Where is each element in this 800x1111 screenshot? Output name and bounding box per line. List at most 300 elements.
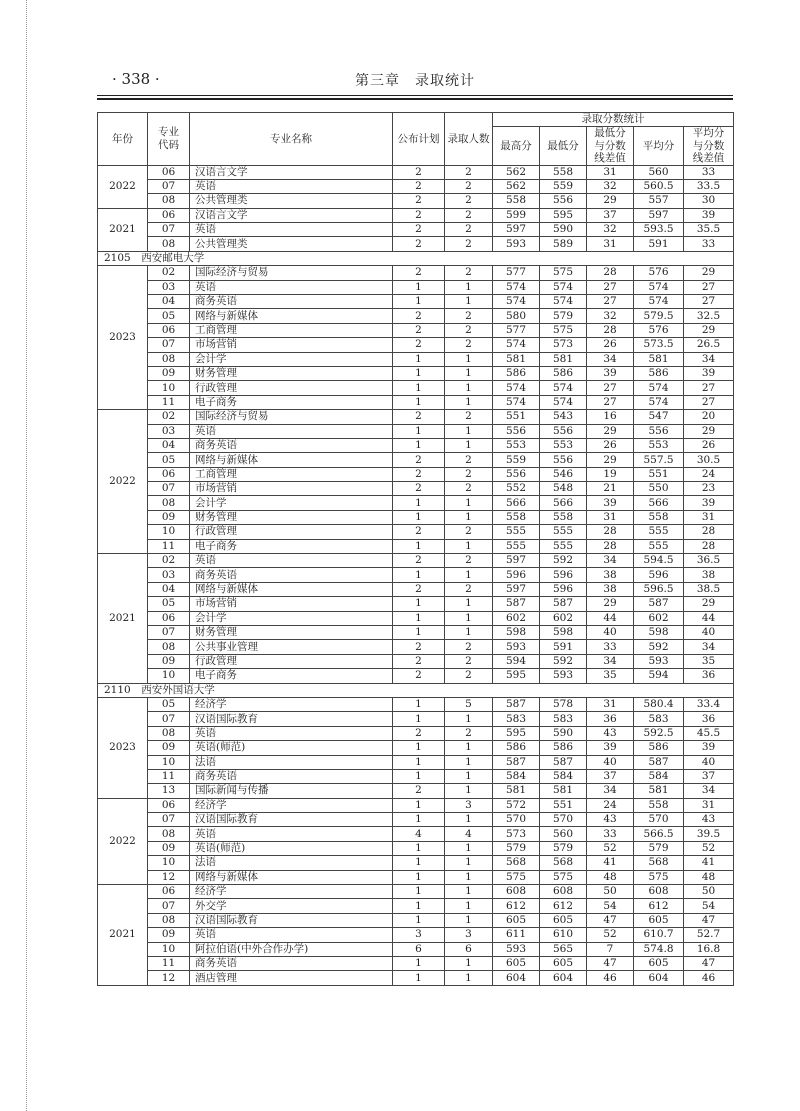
- major-code-cell: 03: [148, 424, 190, 438]
- min-diff-cell: 40: [587, 626, 634, 640]
- admitted-cell: 2: [445, 482, 493, 496]
- major-code-cell: 06: [148, 208, 190, 222]
- plan-cell: 1: [393, 956, 445, 970]
- table-row: [98, 568, 734, 582]
- year-cell: 2021: [98, 208, 148, 251]
- table-row: [98, 280, 734, 294]
- admitted-cell: 2: [445, 194, 493, 208]
- min-cell: 591: [540, 640, 587, 654]
- avg-cell: 581: [634, 352, 684, 366]
- avg-cell: 587: [634, 597, 684, 611]
- max-cell: 611: [493, 928, 540, 942]
- year-cell: 2023: [98, 697, 148, 798]
- min-diff-cell: 46: [587, 971, 634, 985]
- min-cell: 574: [540, 381, 587, 395]
- admitted-cell: 1: [445, 280, 493, 294]
- avg-cell: 587: [634, 755, 684, 769]
- plan-cell: 2: [393, 179, 445, 193]
- plan-cell: 3: [393, 928, 445, 942]
- plan-cell: 1: [393, 913, 445, 927]
- admitted-cell: 1: [445, 626, 493, 640]
- admitted-cell: 2: [445, 165, 493, 179]
- avg-diff-cell: 43: [684, 813, 734, 827]
- min-cell: 595: [540, 208, 587, 222]
- major-name-cell: 行政管理: [190, 381, 393, 395]
- major-name-cell: 财务管理: [190, 510, 393, 524]
- min-cell: 598: [540, 626, 587, 640]
- major-code-cell: 09: [148, 741, 190, 755]
- min-diff-cell: 31: [587, 165, 634, 179]
- major-code-cell: 07: [148, 899, 190, 913]
- table-row: [98, 841, 734, 855]
- avg-cell: 583: [634, 712, 684, 726]
- avg-diff-cell: 30: [684, 194, 734, 208]
- admitted-cell: 1: [445, 956, 493, 970]
- avg-diff-cell: 52.7: [684, 928, 734, 942]
- max-cell: 555: [493, 539, 540, 553]
- major-code-cell: 10: [148, 525, 190, 539]
- avg-diff-cell: 27: [684, 280, 734, 294]
- avg-diff-cell: 47: [684, 913, 734, 927]
- avg-cell: 574: [634, 381, 684, 395]
- table-row: [98, 179, 734, 193]
- min-cell: 592: [540, 554, 587, 568]
- major-name-cell: 行政管理: [190, 654, 393, 668]
- min-cell: 605: [540, 913, 587, 927]
- table-row: [98, 208, 734, 222]
- major-name-cell: 英语: [190, 928, 393, 942]
- plan-cell: 4: [393, 827, 445, 841]
- max-cell: 597: [493, 223, 540, 237]
- max-cell: 599: [493, 208, 540, 222]
- min-cell: 556: [540, 453, 587, 467]
- major-name-cell: 电子商务: [190, 669, 393, 683]
- min-cell: 602: [540, 611, 587, 625]
- table-row: [98, 726, 734, 740]
- admitted-cell: 1: [445, 885, 493, 899]
- avg-diff-cell: 36: [684, 712, 734, 726]
- major-code-cell: 04: [148, 438, 190, 452]
- admitted-cell: 1: [445, 424, 493, 438]
- table-row: [98, 856, 734, 870]
- col-header-plan: 公布计划: [393, 113, 445, 166]
- major-code-cell: 11: [148, 539, 190, 553]
- min-cell: 559: [540, 179, 587, 193]
- major-code-cell: 12: [148, 971, 190, 985]
- min-cell: 593: [540, 669, 587, 683]
- table-row: [98, 496, 734, 510]
- admitted-cell: 2: [445, 266, 493, 280]
- max-cell: 587: [493, 597, 540, 611]
- plan-cell: 2: [393, 338, 445, 352]
- major-code-cell: 09: [148, 654, 190, 668]
- admitted-cell: 1: [445, 366, 493, 380]
- major-code-cell: 06: [148, 467, 190, 481]
- plan-cell: 1: [393, 798, 445, 812]
- admitted-cell: 1: [445, 769, 493, 783]
- avg-diff-cell: 40: [684, 626, 734, 640]
- major-name-cell: 网络与新媒体: [190, 582, 393, 596]
- major-code-cell: 06: [148, 323, 190, 337]
- min-diff-cell: 41: [587, 856, 634, 870]
- table-row: [98, 223, 734, 237]
- min-cell: 570: [540, 813, 587, 827]
- min-diff-cell: 52: [587, 841, 634, 855]
- major-name-cell: 英语(师范): [190, 741, 393, 755]
- avg-diff-cell: 29: [684, 424, 734, 438]
- plan-cell: 1: [393, 971, 445, 985]
- major-name-cell: 英语: [190, 223, 393, 237]
- col-header-avg-diff: 平均分 与分数 线差值: [684, 127, 734, 166]
- avg-diff-cell: 41: [684, 856, 734, 870]
- max-cell: 558: [493, 510, 540, 524]
- min-diff-cell: 34: [587, 784, 634, 798]
- min-diff-cell: 39: [587, 496, 634, 510]
- table-row: [98, 295, 734, 309]
- plan-cell: 1: [393, 352, 445, 366]
- avg-cell: 579: [634, 841, 684, 855]
- plan-cell: 2: [393, 323, 445, 337]
- max-cell: 587: [493, 697, 540, 711]
- plan-cell: 1: [393, 510, 445, 524]
- major-code-cell: 10: [148, 755, 190, 769]
- min-diff-cell: 40: [587, 755, 634, 769]
- min-diff-cell: 29: [587, 424, 634, 438]
- table-row: [98, 769, 734, 783]
- major-name-cell: 会计学: [190, 611, 393, 625]
- table-row: [98, 381, 734, 395]
- plan-cell: 1: [393, 856, 445, 870]
- table-row: [98, 913, 734, 927]
- avg-cell: 547: [634, 410, 684, 424]
- avg-diff-cell: 35.5: [684, 223, 734, 237]
- min-cell: 596: [540, 582, 587, 596]
- min-diff-cell: 43: [587, 813, 634, 827]
- avg-diff-cell: 44: [684, 611, 734, 625]
- major-code-cell: 05: [148, 453, 190, 467]
- avg-cell: 594: [634, 669, 684, 683]
- table-row: [98, 597, 734, 611]
- avg-cell: 560.5: [634, 179, 684, 193]
- avg-cell: 581: [634, 784, 684, 798]
- min-diff-cell: 32: [587, 309, 634, 323]
- year-cell: 2021: [98, 554, 148, 684]
- major-name-cell: 英语: [190, 280, 393, 294]
- max-cell: 587: [493, 755, 540, 769]
- major-name-cell: 国际经济与贸易: [190, 266, 393, 280]
- plan-cell: 1: [393, 496, 445, 510]
- min-diff-cell: 36: [587, 712, 634, 726]
- avg-cell: 557: [634, 194, 684, 208]
- max-cell: 581: [493, 352, 540, 366]
- min-diff-cell: 31: [587, 237, 634, 251]
- max-cell: 581: [493, 784, 540, 798]
- min-diff-cell: 54: [587, 899, 634, 913]
- max-cell: 573: [493, 827, 540, 841]
- major-name-cell: 市场营销: [190, 482, 393, 496]
- table-row: [98, 741, 734, 755]
- admitted-cell: 2: [445, 237, 493, 251]
- min-diff-cell: 38: [587, 568, 634, 582]
- plan-cell: 1: [393, 395, 445, 409]
- min-cell: 578: [540, 697, 587, 711]
- plan-cell: 2: [393, 640, 445, 654]
- plan-cell: 1: [393, 597, 445, 611]
- col-header-year: 年份: [98, 113, 148, 166]
- admitted-cell: 1: [445, 712, 493, 726]
- major-name-cell: 商务英语: [190, 295, 393, 309]
- min-diff-cell: 33: [587, 640, 634, 654]
- avg-cell: 558: [634, 510, 684, 524]
- min-diff-cell: 27: [587, 395, 634, 409]
- avg-diff-cell: 27: [684, 295, 734, 309]
- avg-diff-cell: 20: [684, 410, 734, 424]
- plan-cell: 1: [393, 381, 445, 395]
- admitted-cell: 1: [445, 352, 493, 366]
- avg-cell: 586: [634, 366, 684, 380]
- admitted-cell: 2: [445, 640, 493, 654]
- avg-diff-cell: 34: [684, 352, 734, 366]
- avg-diff-cell: 33.4: [684, 697, 734, 711]
- min-cell: 587: [540, 597, 587, 611]
- min-cell: 610: [540, 928, 587, 942]
- avg-cell: 598: [634, 626, 684, 640]
- table-row: [98, 352, 734, 366]
- table-row: [98, 482, 734, 496]
- admitted-cell: 2: [445, 453, 493, 467]
- major-code-cell: 11: [148, 769, 190, 783]
- max-cell: 596: [493, 568, 540, 582]
- avg-cell: 558: [634, 798, 684, 812]
- table-row: [98, 467, 734, 481]
- avg-cell: 608: [634, 885, 684, 899]
- major-code-cell: 03: [148, 568, 190, 582]
- major-name-cell: 外交学: [190, 899, 393, 913]
- major-name-cell: 工商管理: [190, 323, 393, 337]
- admitted-cell: 2: [445, 179, 493, 193]
- max-cell: 556: [493, 424, 540, 438]
- admitted-cell: 1: [445, 611, 493, 625]
- table-row: [98, 453, 734, 467]
- avg-diff-cell: 23: [684, 482, 734, 496]
- max-cell: 586: [493, 366, 540, 380]
- min-diff-cell: 39: [587, 741, 634, 755]
- min-diff-cell: 37: [587, 208, 634, 222]
- max-cell: 575: [493, 870, 540, 884]
- table-row: [98, 697, 734, 711]
- table-body: [98, 165, 734, 985]
- min-diff-cell: 28: [587, 525, 634, 539]
- major-name-cell: 汉语言文学: [190, 165, 393, 179]
- min-cell: 574: [540, 280, 587, 294]
- avg-cell: 580.4: [634, 697, 684, 711]
- major-name-cell: 经济学: [190, 798, 393, 812]
- max-cell: 556: [493, 467, 540, 481]
- major-name-cell: 公共管理类: [190, 194, 393, 208]
- avg-cell: 570: [634, 813, 684, 827]
- avg-diff-cell: 24: [684, 467, 734, 481]
- min-cell: 558: [540, 165, 587, 179]
- plan-cell: 1: [393, 611, 445, 625]
- admitted-cell: 4: [445, 827, 493, 841]
- min-cell: 574: [540, 395, 587, 409]
- plan-cell: 2: [393, 266, 445, 280]
- min-cell: 608: [540, 885, 587, 899]
- avg-cell: 560: [634, 165, 684, 179]
- plan-cell: 2: [393, 482, 445, 496]
- table-row: [98, 755, 734, 769]
- admitted-cell: 2: [445, 410, 493, 424]
- major-name-cell: 汉语国际教育: [190, 712, 393, 726]
- avg-cell: 605: [634, 913, 684, 927]
- avg-diff-cell: 39: [684, 741, 734, 755]
- major-name-cell: 商务英语: [190, 769, 393, 783]
- max-cell: 598: [493, 626, 540, 640]
- plan-cell: 2: [393, 194, 445, 208]
- avg-diff-cell: 38: [684, 568, 734, 582]
- admitted-cell: 1: [445, 841, 493, 855]
- header-rule: [97, 95, 733, 96]
- admitted-cell: 2: [445, 309, 493, 323]
- min-cell: 581: [540, 352, 587, 366]
- max-cell: 580: [493, 309, 540, 323]
- max-cell: 574: [493, 295, 540, 309]
- max-cell: 574: [493, 280, 540, 294]
- avg-diff-cell: 26: [684, 438, 734, 452]
- min-diff-cell: 52: [587, 928, 634, 942]
- col-header-score-group: 录取分数统计: [493, 113, 734, 127]
- avg-cell: 551: [634, 467, 684, 481]
- table-row: [98, 712, 734, 726]
- avg-diff-cell: 35: [684, 654, 734, 668]
- table-row: [98, 813, 734, 827]
- avg-cell: 593.5: [634, 223, 684, 237]
- major-code-cell: 04: [148, 295, 190, 309]
- max-cell: 597: [493, 554, 540, 568]
- min-diff-cell: 29: [587, 453, 634, 467]
- min-diff-cell: 32: [587, 179, 634, 193]
- major-code-cell: 02: [148, 266, 190, 280]
- table-row: [98, 611, 734, 625]
- max-cell: 593: [493, 237, 540, 251]
- min-diff-cell: 34: [587, 554, 634, 568]
- avg-diff-cell: 38.5: [684, 582, 734, 596]
- min-cell: 543: [540, 410, 587, 424]
- school-name: 2105 西安邮电大学: [98, 251, 734, 265]
- avg-cell: 592.5: [634, 726, 684, 740]
- table-row: [98, 640, 734, 654]
- min-diff-cell: 48: [587, 870, 634, 884]
- avg-diff-cell: 27: [684, 381, 734, 395]
- min-cell: 568: [540, 856, 587, 870]
- avg-diff-cell: 39: [684, 496, 734, 510]
- admitted-cell: 1: [445, 784, 493, 798]
- major-name-cell: 汉语国际教育: [190, 813, 393, 827]
- min-cell: 565: [540, 942, 587, 956]
- max-cell: 608: [493, 885, 540, 899]
- major-name-cell: 汉语言文学: [190, 208, 393, 222]
- min-diff-cell: 28: [587, 539, 634, 553]
- year-cell: 2022: [98, 798, 148, 884]
- max-cell: 555: [493, 525, 540, 539]
- plan-cell: 1: [393, 813, 445, 827]
- plan-cell: 1: [393, 626, 445, 640]
- table-row: [98, 827, 734, 841]
- max-cell: 579: [493, 841, 540, 855]
- max-cell: 604: [493, 971, 540, 985]
- avg-diff-cell: 16.8: [684, 942, 734, 956]
- table-row: [98, 971, 734, 985]
- plan-cell: 1: [393, 870, 445, 884]
- school-row: [98, 683, 734, 697]
- plan-cell: 2: [393, 554, 445, 568]
- plan-cell: 1: [393, 438, 445, 452]
- admitted-cell: 1: [445, 597, 493, 611]
- avg-diff-cell: 36: [684, 669, 734, 683]
- major-code-cell: 10: [148, 856, 190, 870]
- plan-cell: 2: [393, 237, 445, 251]
- header-rule-thick: [97, 98, 733, 100]
- major-code-cell: 08: [148, 726, 190, 740]
- max-cell: 583: [493, 712, 540, 726]
- plan-cell: 2: [393, 165, 445, 179]
- avg-cell: 555: [634, 525, 684, 539]
- min-cell: 556: [540, 194, 587, 208]
- table-row: [98, 582, 734, 596]
- plan-cell: 1: [393, 712, 445, 726]
- min-cell: 553: [540, 438, 587, 452]
- avg-diff-cell: 33: [684, 237, 734, 251]
- major-code-cell: 07: [148, 482, 190, 496]
- avg-cell: 610.7: [634, 928, 684, 942]
- avg-cell: 566: [634, 496, 684, 510]
- avg-cell: 586: [634, 741, 684, 755]
- min-diff-cell: 24: [587, 798, 634, 812]
- table-row: [98, 870, 734, 884]
- admitted-cell: 2: [445, 554, 493, 568]
- min-diff-cell: 32: [587, 223, 634, 237]
- avg-cell: 555: [634, 539, 684, 553]
- max-cell: 593: [493, 942, 540, 956]
- major-code-cell: 06: [148, 611, 190, 625]
- min-diff-cell: 21: [587, 482, 634, 496]
- plan-cell: 1: [393, 280, 445, 294]
- major-code-cell: 05: [148, 697, 190, 711]
- avg-diff-cell: 29: [684, 597, 734, 611]
- major-code-cell: 03: [148, 280, 190, 294]
- admitted-cell: 1: [445, 971, 493, 985]
- major-code-cell: 08: [148, 913, 190, 927]
- min-diff-cell: 29: [587, 597, 634, 611]
- avg-diff-cell: 45.5: [684, 726, 734, 740]
- col-header-max: 最高分: [493, 127, 540, 166]
- plan-cell: 1: [393, 841, 445, 855]
- min-cell: 575: [540, 323, 587, 337]
- admitted-cell: 3: [445, 928, 493, 942]
- avg-cell: 566.5: [634, 827, 684, 841]
- min-diff-cell: 35: [587, 669, 634, 683]
- table-row: [98, 323, 734, 337]
- min-cell: 579: [540, 309, 587, 323]
- min-cell: 592: [540, 654, 587, 668]
- avg-diff-cell: 31: [684, 798, 734, 812]
- table-row: [98, 942, 734, 956]
- min-cell: 581: [540, 784, 587, 798]
- major-name-cell: 英语: [190, 179, 393, 193]
- avg-diff-cell: 40: [684, 755, 734, 769]
- table-row: [98, 928, 734, 942]
- avg-cell: 574: [634, 295, 684, 309]
